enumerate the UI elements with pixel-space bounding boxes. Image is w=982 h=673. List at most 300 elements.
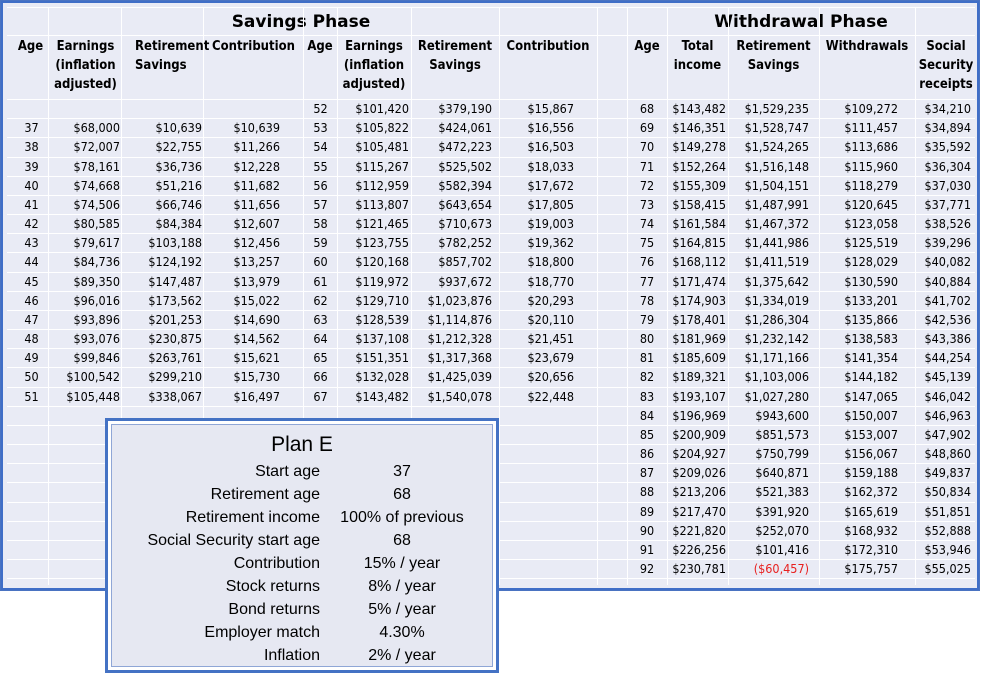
table-cell: $137,108 bbox=[355, 331, 409, 346]
table-cell: 73 bbox=[639, 197, 655, 212]
table-cell: 50 bbox=[24, 369, 39, 384]
table-cell: 85 bbox=[639, 427, 655, 442]
table-cell: $80,585 bbox=[73, 216, 120, 231]
table-cell: 68 bbox=[639, 101, 655, 116]
table-cell: $230,781 bbox=[672, 561, 726, 576]
column-header-line: (inflation bbox=[55, 58, 116, 73]
table-cell: $47,902 bbox=[924, 427, 971, 442]
table-cell: $138,583 bbox=[844, 331, 898, 346]
table-cell: $1,441,986 bbox=[744, 235, 809, 250]
table-cell: $13,257 bbox=[233, 254, 280, 269]
grid-hline bbox=[7, 7, 975, 8]
table-cell: $14,690 bbox=[233, 312, 280, 327]
table-cell: $640,871 bbox=[755, 465, 809, 480]
table-cell: $1,232,142 bbox=[744, 331, 809, 346]
table-cell: $128,539 bbox=[355, 312, 409, 327]
table-cell: $113,807 bbox=[355, 197, 409, 212]
plan-summary-box bbox=[105, 418, 499, 673]
table-cell: $143,482 bbox=[672, 101, 726, 116]
plan-item-label: Social Security start age bbox=[147, 532, 320, 549]
table-cell: 64 bbox=[313, 331, 328, 346]
table-cell: $158,415 bbox=[672, 197, 726, 212]
table-cell: $159,188 bbox=[844, 465, 898, 480]
table-cell: $175,757 bbox=[844, 561, 898, 576]
table-cell: $141,354 bbox=[844, 350, 898, 365]
table-cell: $55,025 bbox=[924, 561, 971, 576]
table-cell: $129,710 bbox=[355, 293, 409, 308]
table-cell: 47 bbox=[24, 312, 39, 327]
table-cell: 41 bbox=[24, 197, 39, 212]
table-cell: $22,755 bbox=[155, 139, 202, 154]
table-cell: $857,702 bbox=[438, 254, 492, 269]
table-cell: $147,065 bbox=[844, 389, 898, 404]
table-cell: $178,401 bbox=[672, 312, 726, 327]
table-cell: 86 bbox=[639, 446, 655, 461]
table-cell: $113,686 bbox=[844, 139, 898, 154]
table-cell: 57 bbox=[313, 197, 328, 212]
column-header bbox=[337, 37, 411, 94]
table-cell: $49,837 bbox=[924, 465, 971, 480]
table-cell: $173,562 bbox=[148, 293, 202, 308]
table-cell: 70 bbox=[639, 139, 655, 154]
table-cell: $1,487,991 bbox=[744, 197, 809, 212]
table-cell: 42 bbox=[24, 216, 39, 231]
column-header-line: (inflation bbox=[343, 58, 405, 73]
table-cell: $15,621 bbox=[233, 350, 280, 365]
table-cell: $782,252 bbox=[438, 235, 492, 250]
table-cell: $120,645 bbox=[844, 197, 898, 212]
table-cell: $1,103,006 bbox=[744, 369, 809, 384]
table-cell: 74 bbox=[639, 216, 655, 231]
column-header-line: Age bbox=[307, 39, 333, 54]
table-cell: 38 bbox=[24, 139, 39, 154]
table-cell: $115,267 bbox=[355, 159, 409, 174]
table-cell: $52,888 bbox=[924, 523, 971, 538]
table-cell: 90 bbox=[639, 523, 655, 538]
table-cell: $213,206 bbox=[672, 484, 726, 499]
table-cell: $164,815 bbox=[672, 235, 726, 250]
table-cell: $18,800 bbox=[527, 254, 574, 269]
table-cell: $193,107 bbox=[672, 389, 726, 404]
table-cell: $17,672 bbox=[527, 178, 574, 193]
plan-item-label: Stock returns bbox=[225, 578, 320, 595]
table-cell: $119,972 bbox=[355, 274, 409, 289]
table-cell: $12,607 bbox=[233, 216, 280, 231]
table-cell: $185,609 bbox=[672, 350, 726, 365]
column-header-line: Total bbox=[681, 39, 714, 54]
table-cell: $10,639 bbox=[155, 120, 202, 135]
table-cell: 48 bbox=[24, 331, 39, 346]
table-cell: $147,487 bbox=[148, 274, 202, 289]
table-cell: $19,003 bbox=[527, 216, 574, 231]
table-cell: $48,860 bbox=[924, 446, 971, 461]
table-cell: 69 bbox=[639, 120, 655, 135]
table-cell: $16,497 bbox=[233, 389, 280, 404]
table-cell: 44 bbox=[24, 254, 39, 269]
table-cell: $79,617 bbox=[73, 235, 120, 250]
column-header-line: Contribution bbox=[212, 39, 295, 54]
column-header bbox=[135, 37, 210, 75]
table-cell: $78,161 bbox=[73, 159, 120, 174]
table-cell: $101,420 bbox=[355, 101, 409, 116]
table-cell: 76 bbox=[639, 254, 655, 269]
table-cell: $112,959 bbox=[355, 178, 409, 193]
column-header-line: income bbox=[673, 58, 722, 73]
table-cell: $943,600 bbox=[755, 408, 809, 423]
table-cell: $1,467,372 bbox=[744, 216, 809, 231]
column-header-line: Savings bbox=[747, 58, 800, 73]
table-cell: 39 bbox=[24, 159, 39, 174]
table-cell: $379,190 bbox=[438, 101, 492, 116]
table-cell: $710,673 bbox=[438, 216, 492, 231]
plan-item-value: 68 bbox=[393, 532, 411, 549]
table-cell: $45,139 bbox=[924, 369, 971, 384]
table-cell: $135,866 bbox=[844, 312, 898, 327]
plan-item-label: Inflation bbox=[263, 647, 320, 664]
table-cell: $472,223 bbox=[438, 139, 492, 154]
plan-item-label: Bond returns bbox=[228, 601, 320, 618]
table-cell: $16,556 bbox=[527, 120, 574, 135]
table-cell: $18,770 bbox=[527, 274, 574, 289]
table-cell: 81 bbox=[639, 350, 655, 365]
table-cell: $1,317,368 bbox=[427, 350, 492, 365]
grid-hline bbox=[7, 35, 975, 36]
column-header-line: Retirement bbox=[417, 39, 493, 54]
column-header-line: Retirement bbox=[736, 39, 811, 54]
table-cell: $189,321 bbox=[672, 369, 726, 384]
table-cell: $151,351 bbox=[355, 350, 409, 365]
table-cell: $105,448 bbox=[66, 389, 120, 404]
plan-item-label: Start age bbox=[255, 463, 320, 480]
table-cell: 82 bbox=[639, 369, 655, 384]
table-cell: 40 bbox=[24, 178, 39, 193]
plan-item-label: Retirement age bbox=[210, 486, 320, 503]
table-cell: 52 bbox=[313, 101, 328, 116]
table-cell: $36,304 bbox=[924, 159, 971, 174]
table-cell: $72,007 bbox=[73, 139, 120, 154]
table-cell: $68,000 bbox=[73, 120, 120, 135]
column-header bbox=[204, 37, 303, 56]
column-header bbox=[819, 37, 915, 56]
table-cell: $155,309 bbox=[672, 178, 726, 193]
table-cell: $937,672 bbox=[438, 274, 492, 289]
table-cell: $1,516,148 bbox=[744, 159, 809, 174]
table-cell: $521,383 bbox=[755, 484, 809, 499]
plan-item-value: 4.30% bbox=[379, 624, 425, 641]
plan-item-value: 8% / year bbox=[368, 578, 436, 595]
table-cell: 89 bbox=[639, 504, 655, 519]
table-cell: $181,969 bbox=[672, 331, 726, 346]
table-cell: $39,296 bbox=[924, 235, 971, 250]
table-cell: 88 bbox=[639, 484, 655, 499]
table-cell: $525,502 bbox=[438, 159, 492, 174]
column-header-line: Security bbox=[918, 58, 974, 73]
table-cell: $43,386 bbox=[924, 331, 971, 346]
table-cell: $1,411,519 bbox=[744, 254, 809, 269]
table-cell: $16,503 bbox=[527, 139, 574, 154]
table-cell: $50,834 bbox=[924, 484, 971, 499]
table-cell: $582,394 bbox=[438, 178, 492, 193]
table-cell: $93,896 bbox=[73, 312, 120, 327]
savings-phase-title: Savings Phase bbox=[231, 12, 371, 32]
grid-vline bbox=[48, 7, 49, 585]
table-cell: $121,465 bbox=[355, 216, 409, 231]
column-header-line: Age bbox=[634, 39, 660, 54]
table-cell: 84 bbox=[639, 408, 655, 423]
table-cell: $1,504,151 bbox=[744, 178, 809, 193]
table-cell: $14,562 bbox=[233, 331, 280, 346]
table-cell: $42,536 bbox=[924, 312, 971, 327]
column-header-line: Earnings bbox=[345, 39, 403, 54]
column-header bbox=[667, 37, 728, 75]
table-cell: $152,264 bbox=[672, 159, 726, 174]
table-cell: $36,736 bbox=[155, 159, 202, 174]
table-cell: 49 bbox=[24, 350, 39, 365]
column-header-line: Age bbox=[17, 39, 44, 54]
table-cell: $161,584 bbox=[672, 216, 726, 231]
table-cell: $12,228 bbox=[233, 159, 280, 174]
plan-summary-panel bbox=[111, 424, 493, 667]
column-header-line: Earnings bbox=[56, 39, 115, 54]
table-cell: $120,168 bbox=[355, 254, 409, 269]
table-cell: $18,033 bbox=[527, 159, 574, 174]
table-cell: $851,573 bbox=[755, 427, 809, 442]
table-cell: $252,070 bbox=[755, 523, 809, 538]
table-cell: $171,474 bbox=[672, 274, 726, 289]
table-cell: $12,456 bbox=[233, 235, 280, 250]
table-cell: $99,846 bbox=[73, 350, 120, 365]
table-cell: $1,540,078 bbox=[427, 389, 492, 404]
table-cell: $111,457 bbox=[844, 120, 898, 135]
table-cell: $118,279 bbox=[844, 178, 898, 193]
table-cell: $51,851 bbox=[924, 504, 971, 519]
plan-item-value: 100% of previous bbox=[340, 509, 464, 526]
table-cell: $168,112 bbox=[672, 254, 726, 269]
plan-item-value: 15% / year bbox=[363, 555, 441, 572]
table-cell: 62 bbox=[313, 293, 328, 308]
table-cell: $391,920 bbox=[755, 504, 809, 519]
table-cell: $105,481 bbox=[355, 139, 409, 154]
table-cell: $124,192 bbox=[148, 254, 202, 269]
table-cell: 80 bbox=[639, 331, 655, 346]
table-cell: $299,210 bbox=[148, 369, 202, 384]
column-header bbox=[499, 37, 597, 56]
table-cell: $226,256 bbox=[672, 542, 726, 557]
table-cell: $103,188 bbox=[148, 235, 202, 250]
table-cell: $89,350 bbox=[73, 274, 120, 289]
column-header-line: Savings bbox=[135, 58, 187, 73]
table-cell: $105,822 bbox=[355, 120, 409, 135]
plan-item-label: Employer match bbox=[204, 624, 320, 641]
column-header-line: Retirement bbox=[135, 39, 210, 54]
table-cell: $23,679 bbox=[527, 350, 574, 365]
table-cell: $17,805 bbox=[527, 197, 574, 212]
table-cell: $53,946 bbox=[924, 542, 971, 557]
table-cell: $20,656 bbox=[527, 369, 574, 384]
table-cell: $37,771 bbox=[924, 197, 971, 212]
column-header-line: receipts bbox=[919, 77, 973, 92]
table-cell: $221,820 bbox=[672, 523, 726, 538]
table-cell: 65 bbox=[313, 350, 328, 365]
table-cell: $750,799 bbox=[755, 446, 809, 461]
table-cell: $144,182 bbox=[844, 369, 898, 384]
table-cell: $11,682 bbox=[233, 178, 280, 193]
grid-vline bbox=[627, 7, 628, 585]
table-cell: $172,310 bbox=[844, 542, 898, 557]
table-cell: $643,654 bbox=[438, 197, 492, 212]
table-cell: $200,909 bbox=[672, 427, 726, 442]
table-cell: $10,639 bbox=[233, 120, 280, 135]
table-cell: $15,022 bbox=[233, 293, 280, 308]
table-cell: $51,216 bbox=[155, 178, 202, 193]
table-cell: $153,007 bbox=[844, 427, 898, 442]
table-cell: $38,526 bbox=[924, 216, 971, 231]
plan-item-value: 37 bbox=[393, 463, 411, 480]
column-header bbox=[411, 37, 499, 75]
table-cell: $20,293 bbox=[527, 293, 574, 308]
table-cell: $174,903 bbox=[672, 293, 726, 308]
table-cell: $15,730 bbox=[233, 369, 280, 384]
table-cell: $101,416 bbox=[755, 542, 809, 557]
table-cell: $162,372 bbox=[844, 484, 898, 499]
table-cell: $21,451 bbox=[527, 331, 574, 346]
table-cell: $132,028 bbox=[355, 369, 409, 384]
table-cell: 56 bbox=[313, 178, 328, 193]
table-cell: $115,960 bbox=[844, 159, 898, 174]
table-cell: $165,619 bbox=[844, 504, 898, 519]
table-cell: $230,875 bbox=[148, 331, 202, 346]
table-cell: $149,278 bbox=[672, 139, 726, 154]
table-cell: 55 bbox=[313, 159, 328, 174]
table-cell: 60 bbox=[313, 254, 328, 269]
table-cell: $84,736 bbox=[73, 254, 120, 269]
table-cell: $20,110 bbox=[527, 312, 574, 327]
table-cell: $217,470 bbox=[672, 504, 726, 519]
table-cell: $1,286,304 bbox=[744, 312, 809, 327]
table-cell: $1,114,876 bbox=[427, 312, 492, 327]
column-header-line: Withdrawals bbox=[825, 39, 909, 54]
plan-item-label: Retirement income bbox=[185, 509, 320, 526]
table-cell: 54 bbox=[313, 139, 328, 154]
table-cell: $1,528,747 bbox=[744, 120, 809, 135]
table-cell: $201,253 bbox=[148, 312, 202, 327]
table-cell: $15,867 bbox=[527, 101, 574, 116]
grid-vline bbox=[597, 7, 598, 585]
table-cell: 53 bbox=[313, 120, 328, 135]
table-cell: $1,425,039 bbox=[427, 369, 492, 384]
table-cell: $46,042 bbox=[924, 389, 971, 404]
table-cell: $74,506 bbox=[73, 197, 120, 212]
table-cell: $84,384 bbox=[155, 216, 202, 231]
table-cell: $156,067 bbox=[844, 446, 898, 461]
table-cell: $123,058 bbox=[844, 216, 898, 231]
table-cell: $1,023,876 bbox=[427, 293, 492, 308]
table-cell: $46,963 bbox=[924, 408, 971, 423]
table-cell: 77 bbox=[639, 274, 655, 289]
table-cell: 75 bbox=[639, 235, 655, 250]
table-cell: 71 bbox=[639, 159, 655, 174]
table-cell: $143,482 bbox=[355, 389, 409, 404]
plan-item-value: 2% / year bbox=[368, 647, 436, 664]
table-cell: $35,592 bbox=[924, 139, 971, 154]
table-cell: 59 bbox=[313, 235, 328, 250]
table-cell: 87 bbox=[639, 465, 655, 480]
table-cell: $100,542 bbox=[66, 369, 120, 384]
table-cell: $125,519 bbox=[844, 235, 898, 250]
table-cell: $1,027,280 bbox=[744, 389, 809, 404]
table-cell: $74,668 bbox=[73, 178, 120, 193]
column-header bbox=[13, 37, 48, 56]
table-cell: 46 bbox=[24, 293, 39, 308]
column-header-line: Social bbox=[926, 39, 966, 54]
table-cell: $37,030 bbox=[924, 178, 971, 193]
column-header bbox=[303, 37, 337, 56]
table-cell: $44,254 bbox=[924, 350, 971, 365]
table-cell: $34,210 bbox=[924, 101, 971, 116]
table-cell: $40,082 bbox=[924, 254, 971, 269]
table-cell: $424,061 bbox=[438, 120, 492, 135]
table-cell: 51 bbox=[24, 389, 39, 404]
plan-item-value: 68 bbox=[393, 486, 411, 503]
table-cell: $11,266 bbox=[233, 139, 280, 154]
table-cell: $196,969 bbox=[672, 408, 726, 423]
table-cell: $109,272 bbox=[844, 101, 898, 116]
table-cell: 83 bbox=[639, 389, 655, 404]
withdrawal-phase-title: Withdrawal Phase bbox=[714, 12, 888, 32]
table-cell: $168,932 bbox=[844, 523, 898, 538]
column-header bbox=[50, 37, 121, 94]
table-cell: $22,448 bbox=[527, 389, 574, 404]
table-cell: $40,884 bbox=[924, 274, 971, 289]
table-cell: $19,362 bbox=[527, 235, 574, 250]
table-cell: $263,761 bbox=[148, 350, 202, 365]
table-cell: $204,927 bbox=[672, 446, 726, 461]
table-cell: ($60,457) bbox=[753, 561, 809, 576]
table-cell: 79 bbox=[639, 312, 655, 327]
table-cell: 63 bbox=[313, 312, 328, 327]
column-header-line: Savings bbox=[429, 58, 481, 73]
table-cell: 67 bbox=[313, 389, 328, 404]
table-cell: $123,755 bbox=[355, 235, 409, 250]
column-header-line: Contribution bbox=[506, 39, 590, 54]
column-header bbox=[627, 37, 667, 56]
column-header-line: adjusted) bbox=[54, 77, 117, 92]
table-cell: $1,529,235 bbox=[744, 101, 809, 116]
table-cell: $66,746 bbox=[155, 197, 202, 212]
table-cell: $1,212,328 bbox=[427, 331, 492, 346]
table-cell: $150,007 bbox=[844, 408, 898, 423]
table-cell: $13,979 bbox=[233, 274, 280, 289]
table-cell: 91 bbox=[639, 542, 655, 557]
plan-item-value: 5% / year bbox=[368, 601, 436, 618]
table-cell: 61 bbox=[313, 274, 328, 289]
table-cell: 66 bbox=[313, 369, 328, 384]
table-cell: $128,029 bbox=[844, 254, 898, 269]
table-cell: 37 bbox=[24, 120, 39, 135]
column-header bbox=[915, 37, 977, 94]
table-cell: $130,590 bbox=[844, 274, 898, 289]
table-cell: $41,702 bbox=[924, 293, 971, 308]
table-cell: $1,375,642 bbox=[744, 274, 809, 289]
table-cell: $133,201 bbox=[844, 293, 898, 308]
table-cell: $96,016 bbox=[73, 293, 120, 308]
table-cell: 45 bbox=[24, 274, 39, 289]
table-cell: 78 bbox=[639, 293, 655, 308]
table-cell: $338,067 bbox=[148, 389, 202, 404]
column-header-line: adjusted) bbox=[342, 77, 406, 92]
table-cell: $209,026 bbox=[672, 465, 726, 480]
plan-item-label: Contribution bbox=[233, 555, 320, 572]
